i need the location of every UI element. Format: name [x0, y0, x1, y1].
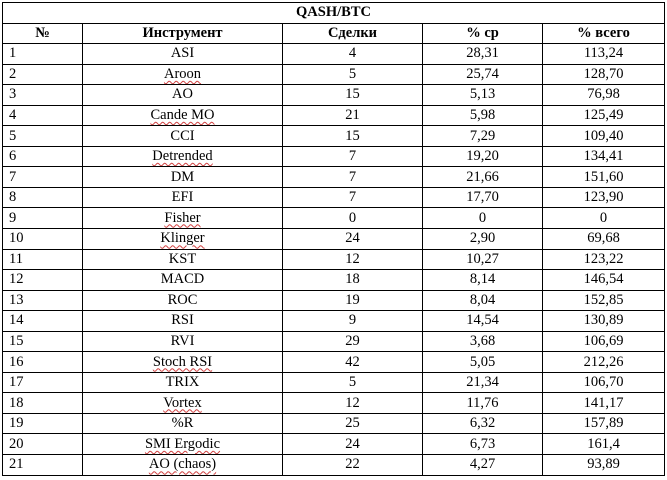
row-total-cell: 76,98 — [543, 85, 665, 106]
row-deals-cell: 19 — [283, 290, 423, 311]
row-deals-cell: 12 — [283, 393, 423, 414]
row-instrument-cell — [83, 85, 283, 106]
instrument-name: Klinger — [160, 230, 205, 247]
row-instrument-cell — [83, 229, 283, 250]
row-total-cell: 146,54 — [543, 270, 665, 291]
row-deals-cell: 21 — [283, 105, 423, 126]
table-row — [3, 249, 665, 270]
row-total-cell: 106,70 — [543, 372, 665, 393]
header-num: № — [3, 23, 83, 44]
table-row — [3, 229, 665, 250]
row-deals-cell: 7 — [283, 167, 423, 188]
row-avg-cell: 19,20 — [423, 146, 543, 167]
header-deals: Сделки — [283, 23, 423, 44]
row-deals-cell: 24 — [283, 434, 423, 455]
row-avg-cell: 0 — [423, 208, 543, 229]
row-num-cell: 5 — [3, 126, 83, 147]
row-deals-cell: 7 — [283, 146, 423, 167]
row-total-cell: 212,26 — [543, 352, 665, 373]
row-avg-cell: 5,05 — [423, 352, 543, 373]
row-avg-cell: 25,74 — [423, 64, 543, 85]
row-avg-cell: 21,66 — [423, 167, 543, 188]
row-total-cell: 106,69 — [543, 331, 665, 352]
row-avg-cell: 5,13 — [423, 85, 543, 106]
row-num-cell: 13 — [3, 290, 83, 311]
table-row — [3, 311, 665, 332]
table-row — [3, 331, 665, 352]
instrument-name: Cande MO — [150, 107, 215, 123]
instrument-name: AO — [172, 86, 193, 103]
instrument-name: Fisher — [164, 209, 201, 226]
row-deals-cell: 7 — [283, 187, 423, 208]
row-instrument-cell — [83, 64, 283, 85]
table-row — [3, 372, 665, 393]
row-total-cell: 130,89 — [543, 311, 665, 332]
row-total-cell: 125,49 — [543, 105, 665, 126]
row-num-cell: 11 — [3, 249, 83, 270]
table-row — [3, 85, 665, 106]
row-total-cell: 152,85 — [543, 290, 665, 311]
row-num-cell: 21 — [3, 455, 83, 476]
row-total-cell: 93,89 — [543, 455, 665, 476]
row-avg-cell: 21,34 — [423, 372, 543, 393]
instrument-name: MACD — [160, 271, 205, 288]
row-instrument-cell — [83, 290, 283, 311]
row-deals-cell: 29 — [283, 331, 423, 352]
row-instrument-cell — [83, 146, 283, 167]
row-deals-cell: 24 — [283, 229, 423, 250]
row-num-cell: 17 — [3, 372, 83, 393]
row-avg-cell: 6,73 — [423, 434, 543, 455]
table-row — [3, 167, 665, 188]
row-num-cell: 7 — [3, 167, 83, 188]
row-instrument-cell — [83, 352, 283, 373]
row-instrument-cell — [83, 44, 283, 65]
row-instrument-cell — [83, 393, 283, 414]
table-row — [3, 126, 665, 147]
row-deals-cell: 9 — [283, 311, 423, 332]
row-total-cell: 69,68 — [543, 229, 665, 250]
row-avg-cell: 8,14 — [423, 270, 543, 291]
table-row — [3, 434, 665, 455]
row-num-cell: 9 — [3, 208, 83, 229]
row-avg-cell: 6,32 — [423, 413, 543, 434]
table-row — [3, 455, 665, 476]
instrument-name: DM — [170, 168, 195, 185]
row-deals-cell: 5 — [283, 64, 423, 85]
row-instrument-cell — [83, 126, 283, 147]
row-total-cell: 157,89 — [543, 413, 665, 434]
row-num-cell: 4 — [3, 105, 83, 126]
table-row — [3, 146, 665, 167]
table-row — [3, 64, 665, 85]
row-avg-cell: 8,04 — [423, 290, 543, 311]
row-instrument-cell — [83, 434, 283, 455]
row-num-cell: 3 — [3, 85, 83, 106]
row-instrument-cell — [83, 187, 283, 208]
row-deals-cell: 42 — [283, 352, 423, 373]
row-num-cell: 19 — [3, 413, 83, 434]
instrument-name: Vortex — [163, 394, 202, 411]
row-deals-cell: 4 — [283, 44, 423, 65]
instrument-name: Stoch RSI — [152, 353, 213, 370]
row-instrument-cell — [83, 311, 283, 332]
row-num-cell: 2 — [3, 64, 83, 85]
instrument-name: Aroon — [163, 65, 202, 82]
row-num-cell: 18 — [3, 393, 83, 414]
row-total-cell: 123,22 — [543, 249, 665, 270]
row-instrument-cell — [83, 167, 283, 188]
table-row — [3, 208, 665, 229]
instrument-name: Detrended — [152, 148, 213, 165]
row-avg-cell: 3,68 — [423, 331, 543, 352]
row-num-cell: 14 — [3, 311, 83, 332]
row-avg-cell: 10,27 — [423, 249, 543, 270]
row-instrument-cell — [83, 413, 283, 434]
row-deals-cell: 18 — [283, 270, 423, 291]
table-title: QASH/BTC — [3, 3, 665, 24]
row-deals-cell: 15 — [283, 85, 423, 106]
row-instrument-cell — [83, 455, 283, 476]
table-body — [3, 44, 665, 475]
row-deals-cell: 22 — [283, 455, 423, 476]
table-header-row — [3, 23, 665, 44]
instrument-name: CCI — [170, 127, 195, 144]
table-row — [3, 290, 665, 311]
row-total-cell: 161,4 — [543, 434, 665, 455]
row-avg-cell: 4,27 — [423, 455, 543, 476]
row-avg-cell: 5,98 — [423, 105, 543, 126]
row-total-cell: 0 — [543, 208, 665, 229]
header-instrument: Инструмент — [83, 23, 283, 44]
row-instrument-cell — [83, 105, 283, 126]
instrument-name: AO (chaos) — [148, 456, 217, 473]
row-num-cell: 12 — [3, 270, 83, 291]
header-total: % всего — [543, 23, 665, 44]
table-title-row — [3, 3, 665, 24]
results-table — [2, 2, 665, 476]
header-avg: % ср — [423, 23, 543, 44]
table-row — [3, 413, 665, 434]
table-row — [3, 352, 665, 373]
row-instrument-cell — [83, 270, 283, 291]
row-total-cell: 109,40 — [543, 126, 665, 147]
row-num-cell: 1 — [3, 44, 83, 65]
row-total-cell: 113,24 — [543, 44, 665, 65]
row-avg-cell: 11,76 — [423, 393, 543, 414]
row-num-cell: 6 — [3, 146, 83, 167]
row-num-cell: 10 — [3, 229, 83, 250]
row-num-cell: 8 — [3, 187, 83, 208]
instrument-name: RVI — [170, 333, 195, 350]
instrument-name: TRIX — [165, 374, 200, 391]
row-instrument-cell — [83, 208, 283, 229]
row-deals-cell: 0 — [283, 208, 423, 229]
table-row — [3, 270, 665, 291]
table-row — [3, 393, 665, 414]
row-total-cell: 151,60 — [543, 167, 665, 188]
instrument-name: %R — [171, 415, 194, 432]
table-row — [3, 44, 665, 65]
row-instrument-cell — [83, 372, 283, 393]
row-deals-cell: 5 — [283, 372, 423, 393]
instrument-name: EFI — [171, 189, 194, 206]
row-instrument-cell — [83, 249, 283, 270]
row-instrument-cell — [83, 331, 283, 352]
row-total-cell: 141,17 — [543, 393, 665, 414]
row-avg-cell: 14,54 — [423, 311, 543, 332]
row-deals-cell: 25 — [283, 413, 423, 434]
row-num-cell: 20 — [3, 434, 83, 455]
row-total-cell: 134,41 — [543, 146, 665, 167]
row-avg-cell: 28,31 — [423, 44, 543, 65]
instrument-name: SMI Ergodic — [144, 435, 221, 452]
row-num-cell: 15 — [3, 331, 83, 352]
row-avg-cell: 2,90 — [423, 229, 543, 250]
row-deals-cell: 15 — [283, 126, 423, 147]
table-row — [3, 105, 665, 126]
instrument-name: ROC — [167, 291, 198, 308]
row-num-cell: 16 — [3, 352, 83, 373]
row-deals-cell: 12 — [283, 249, 423, 270]
row-avg-cell: 17,70 — [423, 187, 543, 208]
table-row — [3, 187, 665, 208]
instrument-name: KST — [168, 250, 197, 267]
instrument-name: RSI — [171, 312, 194, 329]
row-total-cell: 128,70 — [543, 64, 665, 85]
row-avg-cell: 7,29 — [423, 126, 543, 147]
instrument-name: ASI — [170, 45, 195, 62]
row-total-cell: 123,90 — [543, 187, 665, 208]
